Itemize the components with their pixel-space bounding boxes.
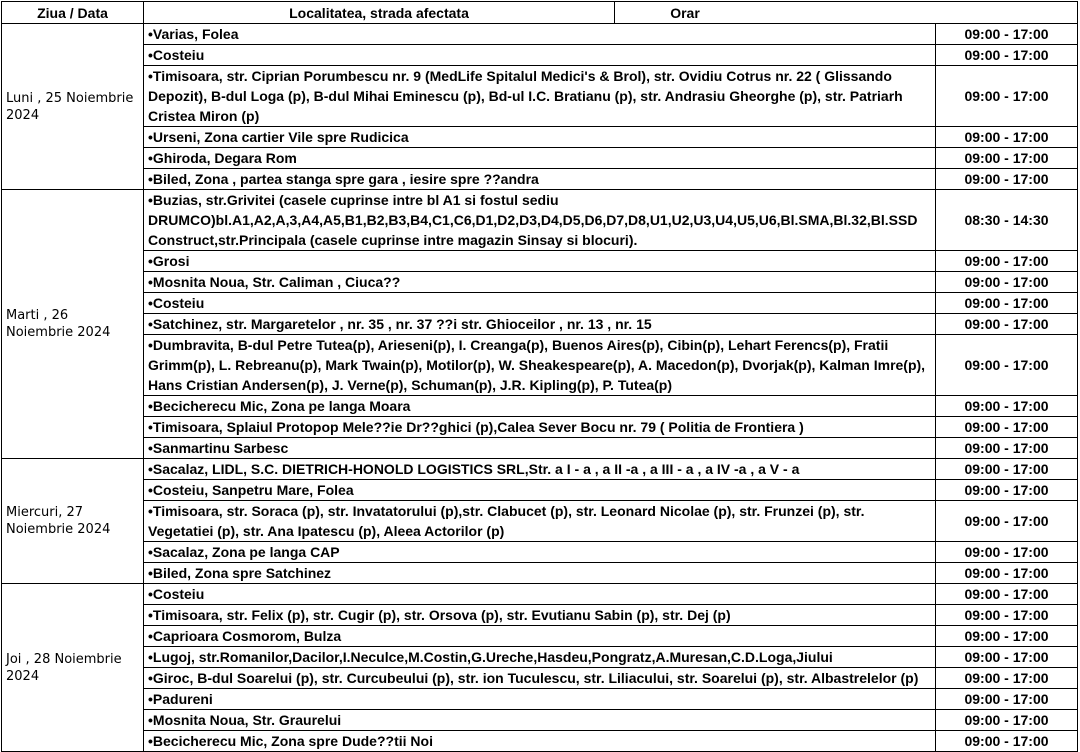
schedule-time-cell: 09:00 - 17:00 bbox=[936, 148, 1078, 169]
schedule-time-cell: 09:00 - 17:00 bbox=[936, 45, 1078, 66]
schedule-time-cell: 09:00 - 17:00 bbox=[936, 605, 1078, 626]
affected-location-cell: •Lugoj, str.Romanilor,Dacilor,I.Neculce,M.Costin,G.Ureche,Hasdeu,Pongratz,A.Muresan,C.D.Loga,Jiului bbox=[144, 647, 936, 668]
affected-location-cell: •Timisoara, str. Ciprian Porumbescu nr. 9 (MedLife Spitalul Medici's & Brol), str. Ovidiu Cotrus nr. 22 ( Glissando Depozit), B-dul Loga (p), B-dul Mihai Eminescu (p), Bd-ul I.C. Bratianu (p), str. Andrasiu Gheorghe (p), str. Patriarh Cristea Miron (p) bbox=[144, 66, 936, 127]
affected-location-cell: •Buzias, str.Grivitei (casele cuprinse intre bl A1 si fostul sediu DRUMCO)bl.A1,A2,A,3,A4,A5,B1,B2,B3,B4,C1,C6,D1,D2,D3,D4,D5,D6,D7,D8,U1,U2,U3,U4,U5,U6,Bl.SMA,Bl.32,Bl.SSD Construct,str.Principala (casele cuprinse intre magazin Sinsay si blocuri). bbox=[144, 190, 936, 251]
schedule-time-cell: 09:00 - 17:00 bbox=[936, 731, 1078, 752]
table-row bbox=[2, 127, 1078, 148]
affected-location-cell: •Mosnita Noua, Str. Caliman , Ciuca?? bbox=[144, 272, 936, 293]
schedule-time-cell: 09:00 - 17:00 bbox=[936, 647, 1078, 668]
table-body bbox=[2, 24, 1078, 752]
table-row bbox=[2, 459, 1078, 480]
affected-location-cell: •Biled, Zona , partea stanga spre gara , iesire spre ??andra bbox=[144, 169, 936, 190]
table-header-row bbox=[2, 2, 1078, 24]
outage-schedule-page bbox=[1, 1, 1079, 749]
table-row bbox=[2, 584, 1078, 605]
header-schedule: Orar bbox=[670, 4, 700, 21]
table-row bbox=[2, 542, 1078, 563]
affected-location-cell: •Timisoara, Splaiul Protopop Mele??ie Dr??ghici (p),Calea Sever Bocu nr. 79 ( Politia de Frontiera ) bbox=[144, 417, 936, 438]
affected-location-cell: •Urseni, Zona cartier Vile spre Rudicica bbox=[144, 127, 936, 148]
table-row bbox=[2, 169, 1078, 190]
affected-location-cell: •Varias, Folea bbox=[144, 24, 936, 45]
schedule-time-cell: 09:00 - 17:00 bbox=[936, 251, 1078, 272]
day-date-cell: Miercuri, 27 Noiembrie 2024 bbox=[2, 459, 144, 584]
affected-location-cell: •Sacalaz, Zona pe langa CAP bbox=[144, 542, 936, 563]
table-row bbox=[2, 626, 1078, 647]
affected-location-cell: •Mosnita Noua, Str. Graurelui bbox=[144, 710, 936, 731]
table-row bbox=[2, 396, 1078, 417]
schedule-time-cell: 09:00 - 17:00 bbox=[936, 542, 1078, 563]
schedule-time-cell: 09:00 - 17:00 bbox=[936, 668, 1078, 689]
table-row bbox=[2, 710, 1078, 731]
day-date-cell: Luni , 25 Noiembrie 2024 bbox=[2, 24, 144, 190]
affected-location-cell: •Satchinez, str. Margaretelor , nr. 35 , nr. 37 ??i str. Ghioceilor , nr. 13 , nr. 15 bbox=[144, 314, 936, 335]
schedule-time-cell: 09:00 - 17:00 bbox=[936, 169, 1078, 190]
table-row bbox=[2, 251, 1078, 272]
affected-location-cell: •Costeiu bbox=[144, 293, 936, 314]
table-row bbox=[2, 45, 1078, 66]
schedule-time-cell: 09:00 - 17:00 bbox=[936, 24, 1078, 45]
table-row bbox=[2, 24, 1078, 45]
affected-location-cell: •Sanmartinu Sarbesc bbox=[144, 438, 936, 459]
table-row bbox=[2, 417, 1078, 438]
header-location: Localitatea, strada afectata bbox=[144, 2, 615, 23]
schedule-time-cell: 09:00 - 17:00 bbox=[936, 438, 1078, 459]
table-row bbox=[2, 272, 1078, 293]
schedule-time-cell: 08:30 - 14:30 bbox=[936, 190, 1078, 251]
affected-location-cell: •Becicherecu Mic, Zona spre Dude??tii Noi bbox=[144, 731, 936, 752]
schedule-time-cell: 09:00 - 17:00 bbox=[936, 563, 1078, 584]
affected-location-cell: •Sacalaz, LIDL, S.C. DIETRICH-HONOLD LOGISTICS SRL,Str. a I - a , a II -a , a III - a , a IV -a , a V - a bbox=[144, 459, 936, 480]
table-row bbox=[2, 66, 1078, 127]
schedule-time-cell: 09:00 - 17:00 bbox=[936, 480, 1078, 501]
affected-location-cell: •Becicherecu Mic, Zona pe langa Moara bbox=[144, 396, 936, 417]
schedule-time-cell: 09:00 - 17:00 bbox=[936, 710, 1078, 731]
schedule-time-cell: 09:00 - 17:00 bbox=[936, 501, 1078, 542]
day-date-cell: Marti , 26 Noiembrie 2024 bbox=[2, 190, 144, 459]
table-row bbox=[2, 335, 1078, 396]
affected-location-cell: •Padureni bbox=[144, 689, 936, 710]
table-row bbox=[2, 563, 1078, 584]
affected-location-cell: •Grosi bbox=[144, 251, 936, 272]
affected-location-cell: •Costeiu bbox=[144, 584, 936, 605]
schedule-time-cell: 09:00 - 17:00 bbox=[936, 626, 1078, 647]
header-location-schedule bbox=[144, 2, 1078, 24]
affected-location-cell: •Costeiu, Sanpetru Mare, Folea bbox=[144, 480, 936, 501]
table-row bbox=[2, 689, 1078, 710]
table-row bbox=[2, 731, 1078, 752]
table-row bbox=[2, 480, 1078, 501]
table-row bbox=[2, 314, 1078, 335]
schedule-time-cell: 09:00 - 17:00 bbox=[936, 127, 1078, 148]
table-row bbox=[2, 293, 1078, 314]
affected-location-cell: •Ghiroda, Degara Rom bbox=[144, 148, 936, 169]
table-row bbox=[2, 501, 1078, 542]
schedule-time-cell: 09:00 - 17:00 bbox=[936, 417, 1078, 438]
affected-location-cell: •Timisoara, str. Soraca (p), str. Invatatorului (p),str. Clabucet (p), str. Leonard Nicolae (p), str. Frunzei (p), str. Vegetatiei (p), str. Ana Ipatescu (p), Aleea Actorilor (p) bbox=[144, 501, 936, 542]
table-row bbox=[2, 190, 1078, 251]
affected-location-cell: •Timisoara, str. Felix (p), str. Cugir (p), str. Orsova (p), str. Evutianu Sabin (p), str. Dej (p) bbox=[144, 605, 936, 626]
affected-location-cell: •Dumbravita, B-dul Petre Tutea(p), Arieseni(p), I. Creanga(p), Buenos Aires(p), Cibin(p), Lehart Ferencs(p), Fratii Grimm(p), L. Rebreanu(p), Mark Twain(p), Motilor(p), W. Sheakespeare(p), A. Macedon(p), Dvorjak(p), Kalman Imre(p), Hans Cristian Andersen(p), J. Verne(p), Schuman(p), J.R. Kipling(p), P. Tutea(p) bbox=[144, 335, 936, 396]
day-date-cell: Joi , 28 Noiembrie 2024 bbox=[2, 584, 144, 752]
table-row bbox=[2, 148, 1078, 169]
affected-location-cell: •Biled, Zona spre Satchinez bbox=[144, 563, 936, 584]
schedule-time-cell: 09:00 - 17:00 bbox=[936, 335, 1078, 396]
table-row bbox=[2, 668, 1078, 689]
schedule-time-cell: 09:00 - 17:00 bbox=[936, 314, 1078, 335]
affected-location-cell: •Giroc, B-dul Soarelui (p), str. Curcubeului (p), str. ion Tuculescu, str. Liliacului, str. Soarelui (p), str. Albastrelelor (p) bbox=[144, 668, 936, 689]
table-row bbox=[2, 438, 1078, 459]
schedule-time-cell: 09:00 - 17:00 bbox=[936, 689, 1078, 710]
table-row bbox=[2, 605, 1078, 626]
schedule-time-cell: 09:00 - 17:00 bbox=[936, 396, 1078, 417]
schedule-time-cell: 09:00 - 17:00 bbox=[936, 293, 1078, 314]
affected-location-cell: •Costeiu bbox=[144, 45, 936, 66]
schedule-time-cell: 09:00 - 17:00 bbox=[936, 459, 1078, 480]
affected-location-cell: •Caprioara Cosmorom, Bulza bbox=[144, 626, 936, 647]
schedule-time-cell: 09:00 - 17:00 bbox=[936, 272, 1078, 293]
schedule-time-cell: 09:00 - 17:00 bbox=[936, 584, 1078, 605]
outage-schedule-table bbox=[1, 1, 1078, 752]
schedule-time-cell: 09:00 - 17:00 bbox=[936, 66, 1078, 127]
table-row bbox=[2, 647, 1078, 668]
header-date: Ziua / Data bbox=[2, 2, 144, 24]
